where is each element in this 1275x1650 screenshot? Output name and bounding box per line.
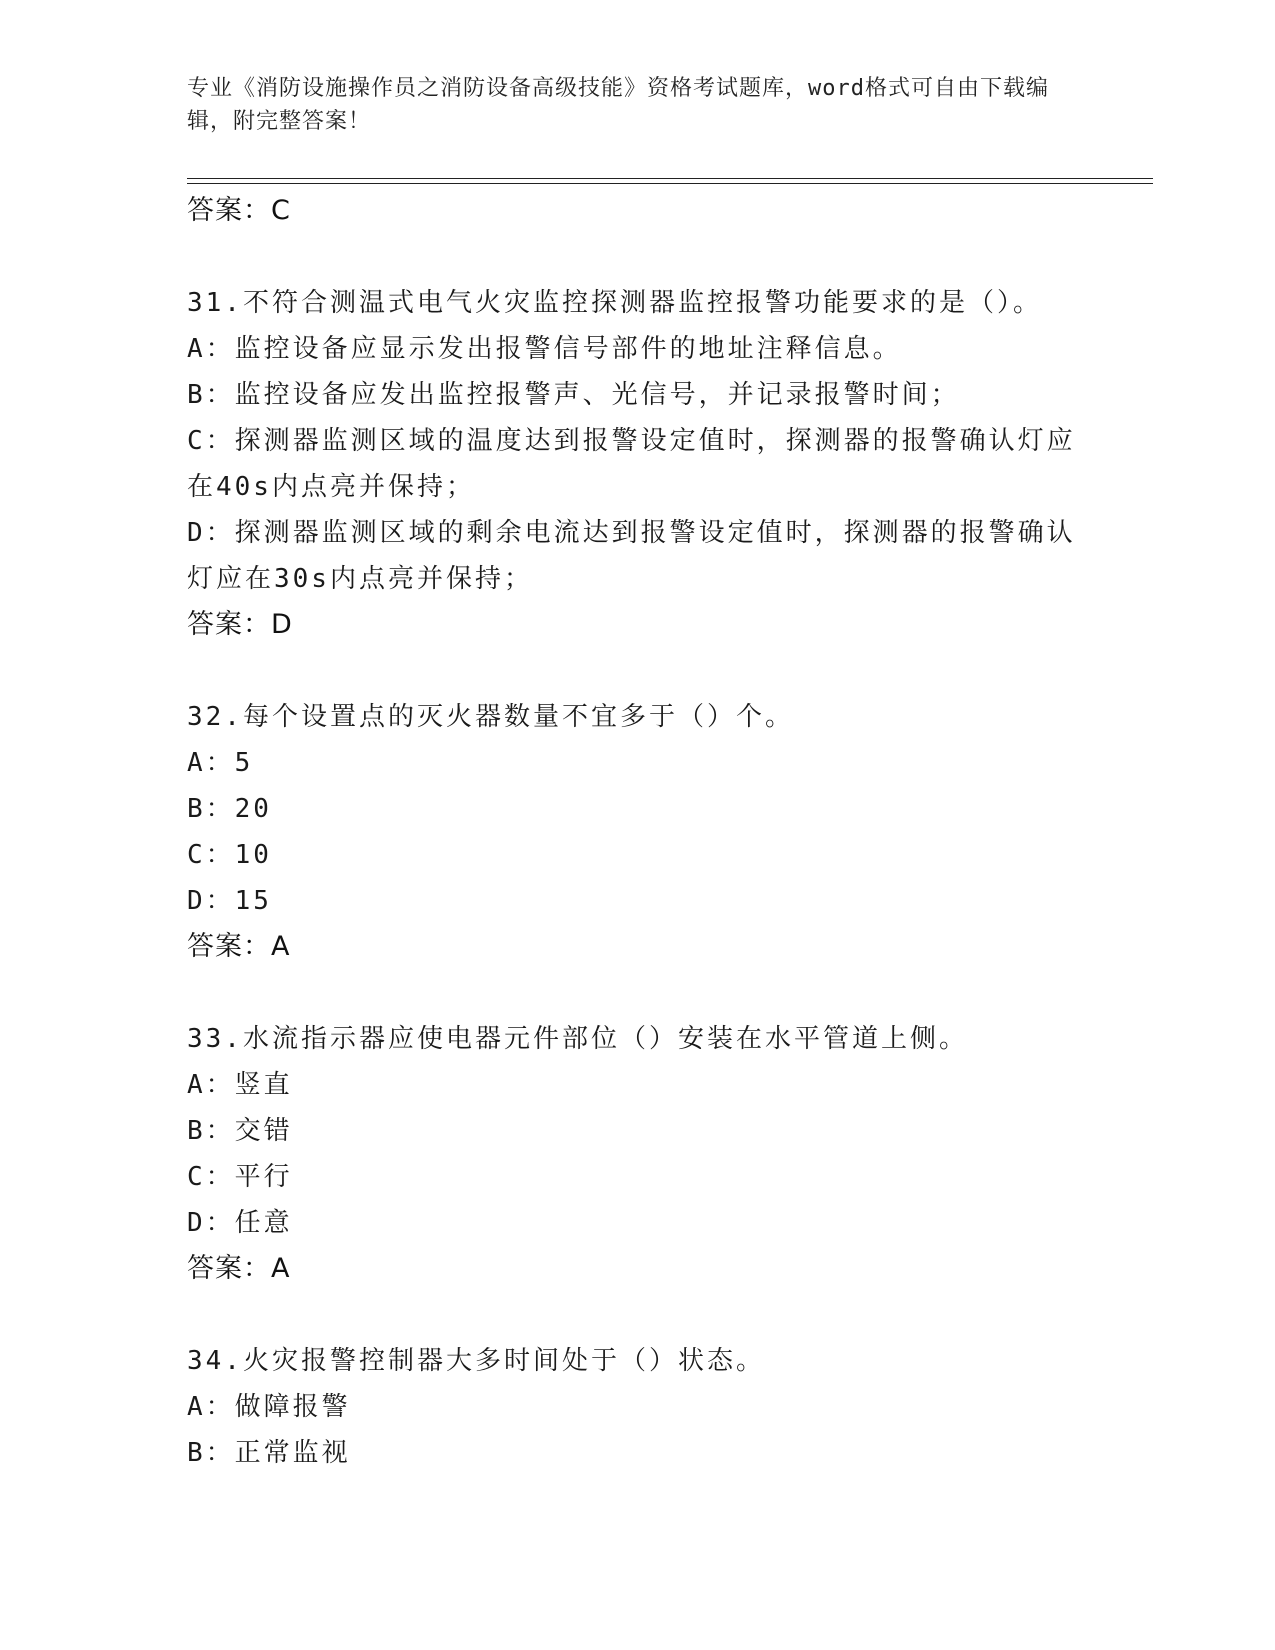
option-b: B：交错 — [187, 1116, 293, 1146]
option-b: B：正常监视 — [187, 1438, 351, 1468]
question-32 — [187, 694, 1087, 970]
option-a: A：监控设备应显示发出报警信号部件的地址注释信息。 — [187, 334, 902, 364]
option-b: B：20 — [187, 794, 272, 824]
option-c: C：10 — [187, 840, 272, 870]
option-a: A：5 — [187, 748, 254, 778]
option-c: C：探测器监测区域的温度达到报警设定值时，探测器的报警确认灯应在40s内点亮并保持； — [187, 426, 1076, 502]
page-header: 专业《消防设施操作员之消防设备高级技能》资格考试题库，word格式可自由下载编辑，附完整答案！ — [187, 76, 1049, 134]
option-a: A：做障报警 — [187, 1392, 351, 1422]
document-body — [187, 188, 1087, 1476]
question-34 — [187, 1338, 1087, 1476]
option-a: A：竖直 — [187, 1070, 293, 1100]
spacer — [187, 1292, 1087, 1338]
answer-line: 答案：C — [187, 195, 291, 226]
option-d: D：探测器监测区域的剩余电流达到报警设定值时，探测器的报警确认灯应在30s内点亮并保持； — [187, 518, 1076, 594]
spacer — [187, 648, 1087, 694]
spacer — [187, 970, 1087, 1016]
question-text: 33.水流指示器应使电器元件部位（）安装在水平管道上侧。 — [187, 1024, 968, 1054]
option-d: D：任意 — [187, 1208, 293, 1238]
answer-line: 答案：A — [187, 1253, 291, 1284]
answer-line: 答案：D — [187, 609, 293, 640]
question-text: 31.不符合测温式电气火灾监控探测器监控报警功能要求的是（）。 — [187, 288, 1042, 318]
spacer — [187, 234, 1087, 280]
question-31 — [187, 280, 1087, 648]
header-divider — [187, 178, 1153, 184]
answer-line: 答案：A — [187, 931, 291, 962]
option-c: C：平行 — [187, 1162, 293, 1192]
question-text: 34.火灾报警控制器大多时间处于（）状态。 — [187, 1346, 765, 1376]
question-33 — [187, 1016, 1087, 1292]
option-d: D：15 — [187, 886, 272, 916]
question-text: 32.每个设置点的灭火器数量不宜多于（）个。 — [187, 702, 794, 732]
option-b: B：监控设备应发出监控报警声、光信号，并记录报警时间； — [187, 380, 960, 410]
